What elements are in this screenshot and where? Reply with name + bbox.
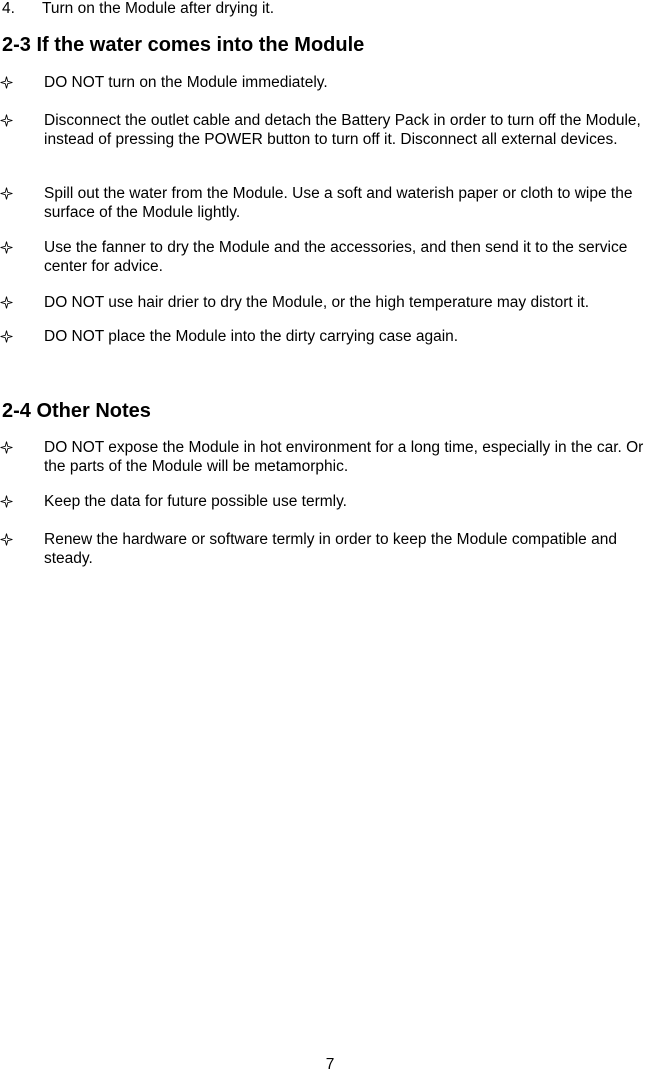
star-bullet-icon [0, 293, 14, 311]
section-heading-2-3: 2-3 If the water comes into the Module [2, 34, 365, 56]
star-bullet-icon [0, 530, 14, 548]
list-item-text: Use the fanner to dry the Module and the accessories, and then send it to the service center for advice. [44, 239, 628, 275]
list-item-text: DO NOT expose the Module in hot environment for a long time, especially in the car. Or the parts of the Module will be metamorphic. [44, 439, 644, 475]
step-4 [2, 0, 274, 18]
list-item-text: DO NOT use hair drier to dry the Module, or the high temperature may distort it. [44, 294, 590, 311]
list-item-text: Disconnect the outlet cable and detach the Battery Pack in order to turn off the Module, instead of pressing the POWER button to turn off it. Disconnect all external devices. [44, 112, 641, 148]
star-bullet-icon [0, 438, 14, 456]
page-number: 7 [325, 1056, 335, 1073]
list-item-text: Keep the data for future possible use termly. [44, 493, 347, 510]
star-bullet-icon [0, 327, 14, 345]
list-item-text: DO NOT turn on the Module immediately. [44, 74, 328, 91]
step-text: Turn on the Module after drying it. [42, 0, 275, 17]
star-bullet-icon [0, 73, 14, 91]
section-heading-2-4: 2-4 Other Notes [2, 400, 151, 422]
list-item-text: Spill out the water from the Module. Use a soft and waterish paper or cloth to wipe the surface of the Module lightly. [44, 185, 633, 221]
star-bullet-icon [0, 184, 14, 202]
step-number: 4. [2, 0, 15, 17]
star-bullet-icon [0, 111, 14, 129]
list-item-text: Renew the hardware or software termly in order to keep the Module compatible and steady. [44, 531, 617, 567]
star-bullet-icon [0, 238, 14, 256]
star-bullet-icon [0, 492, 14, 510]
list-item-text: DO NOT place the Module into the dirty carrying case again. [44, 328, 459, 345]
